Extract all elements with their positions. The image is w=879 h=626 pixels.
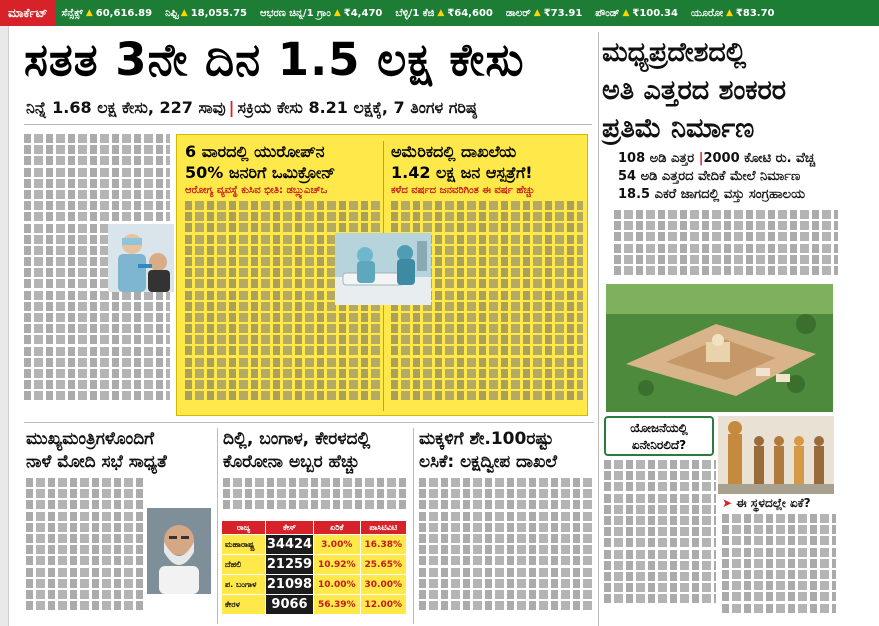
- ticker-label: ಮಾರ್ಕೆಟ್: [0, 0, 56, 26]
- europe-subhead: ಆರೋಗ್ಯ ವ್ಯವಸ್ಥೆ ಕುಸಿವ ಭೀತಿ: ಡಬ್ಲ್ಯುಎಚ್‌ಒ: [185, 185, 328, 196]
- table-row: ಪ. ಬಂಗಾಳ 21098 10.00% 30.00%: [222, 575, 407, 595]
- up-arrow-icon: ▲: [333, 8, 341, 18]
- up-arrow-icon: ▲: [725, 8, 733, 18]
- statue-complex-render: [606, 284, 833, 412]
- ticker-item: ಪೌಂಡ್ ▲ ₹100.34: [595, 7, 678, 19]
- lakshadweep-headline: ಮಕ್ಕಳಿಗೆ ಶೇ.100ರಷ್ಟು ಲಸಿಕೆ: ಲಕ್ಷದ್ವೀಪ ದಾಖಲೆ: [419, 429, 558, 472]
- up-arrow-icon: ▲: [85, 8, 93, 18]
- lakshadweep-body: [419, 478, 593, 620]
- up-arrow-icon: ▲: [437, 8, 445, 18]
- ticker-item: ನಿಫ್ಟಿ ▲ 18,055.75: [165, 7, 248, 19]
- up-arrow-icon: ▲: [533, 8, 541, 18]
- table-row: ಕೇರಳ 9066 56.39% 12.00%: [222, 595, 407, 615]
- vaccination-photo: [108, 224, 174, 292]
- table-header: ಕೇಸ್: [266, 521, 314, 535]
- statue-subhead: 108 ಅಡಿ ಎತ್ತರ |2000 ಕೋಟಿ ರು. ವೆಚ್ಚ 54 ಅಡಿ ಎತ್ತರದ ವೇದಿಕೆ ಮೇಲೆ ನಿರ್ಮಾಣ 18.5 ಎಕರೆ ಜಾಗದಲ್ಲಿ ವಸ್ತು ಸಂಗ್ರಹಾಲಯ: [618, 151, 816, 202]
- ticker-item: ಡಾಲರ್ ▲ ₹73.91: [505, 7, 583, 19]
- divider: [217, 428, 218, 624]
- america-headline: ಅಮೆರಿಕದಲ್ಲಿ ದಾಖಲೆಯ 1.42 ಲಕ್ಷ ಜನ ಆಸ್ಪತ್ರೆಗೆ!: [391, 142, 533, 182]
- hospital-photo: [335, 233, 431, 305]
- bullet-arrow-icon: ➤: [722, 496, 733, 510]
- table-header: ಏರಿಕೆ: [314, 521, 361, 535]
- page-margin: [0, 26, 9, 626]
- table-row: ಮಹಾರಾಷ್ಟ್ರ 34424 3.00% 16.38%: [222, 535, 407, 555]
- main-headline: ಸತತ 3ನೇ ದಿನ 1.5 ಲಕ್ಷ ಕೇಸು: [24, 33, 525, 86]
- table-header: ಪಾಸಿಟಿವಿಟಿ: [360, 521, 407, 535]
- market-ticker: [0, 0, 879, 26]
- world-covid-box: [176, 134, 588, 416]
- divider: [24, 124, 592, 125]
- table-header: ರಾಜ್ಯ: [222, 521, 266, 535]
- modi-meeting-body: [26, 478, 144, 620]
- up-arrow-icon: ▲: [622, 8, 630, 18]
- up-arrow-icon: ▲: [180, 8, 188, 18]
- america-subhead: ಕಳೆದ ವರ್ಷದ ಜನವರಿಗಿಂತ ಈ ವರ್ಷ ಹೆಚ್ಚು: [391, 185, 535, 196]
- project-features-box: ಯೋಜನೆಯಲ್ಲಿ ಏನೇನಿರಲಿದೆ?: [604, 416, 714, 456]
- ticker-item: ಬೆಳ್ಳಿ/1 ಕೆಜಿ ▲ ₹64,600: [395, 7, 493, 19]
- covid-surge-headline: ದಿಲ್ಲಿ, ಬಂಗಾಳ, ಕೇರಳದಲ್ಲಿ ಕೊರೋನಾ ಅಬ್ಬರ ಹೆಚ್ಚು: [223, 429, 371, 472]
- ticker-item: ಸೆನ್ಸೆಕ್ಸ್ ▲ 60,616.89: [61, 7, 153, 19]
- statue-headline: ಮಧ್ಯಪ್ರದೇಶದಲ್ಲಿ ಅತಿ ಎತ್ತರದ ಶಂಕರರ ಪ್ರತಿಮೆ ನಿರ್ಮಾಣ: [602, 37, 787, 144]
- covid-state-table: [221, 520, 407, 615]
- divider: [413, 428, 414, 624]
- modi-photo: [147, 508, 211, 594]
- europe-headline: 6 ವಾರದಲ್ಲಿ ಯುರೋಪ್‌ನ 50% ಜನರಿಗೆ ಒಮಿಕ್ರೋನ್: [185, 142, 336, 182]
- divider: [598, 32, 599, 626]
- main-subhead: ನಿನ್ನೆ 1.68 ಲಕ್ಷ ಕೇಸು, 227 ಸಾವು | ಸಕ್ರಿಯ ಕೇಸು 8.21 ಲಕ್ಷಕ್ಕೆ, 7 ತಿಂಗಳ ಗರಿಷ್ಠ: [26, 98, 477, 117]
- statue-body: [614, 210, 838, 276]
- divider: [24, 422, 594, 423]
- statues-photo: [718, 416, 834, 494]
- covid-surge-body: [223, 478, 409, 516]
- ticker-item: ಆಭರಣ ಚಿನ್ನ/1 ಗ್ರಾಂ ▲ ₹4,470: [260, 7, 383, 19]
- ticker-item: ಯೂರೋ ▲ ₹83.70: [690, 7, 775, 19]
- project-features-body: [604, 460, 716, 620]
- modi-meeting-headline: ಮುಖ್ಯಮಂತ್ರಿಗಳೊಂದಿಗೆ ನಾಳೆ ಮೋದಿ ಸಭೆ ಸಾಧ್ಯತೆ: [26, 429, 167, 472]
- why-here-body: [722, 514, 836, 620]
- table-row: ದೆಹಲಿ 21259 10.92% 25.65%: [222, 555, 407, 575]
- why-here-headline: ➤ ಈ ಸ್ಥಳದಲ್ಲೇ ಏಕೆ?: [722, 496, 811, 510]
